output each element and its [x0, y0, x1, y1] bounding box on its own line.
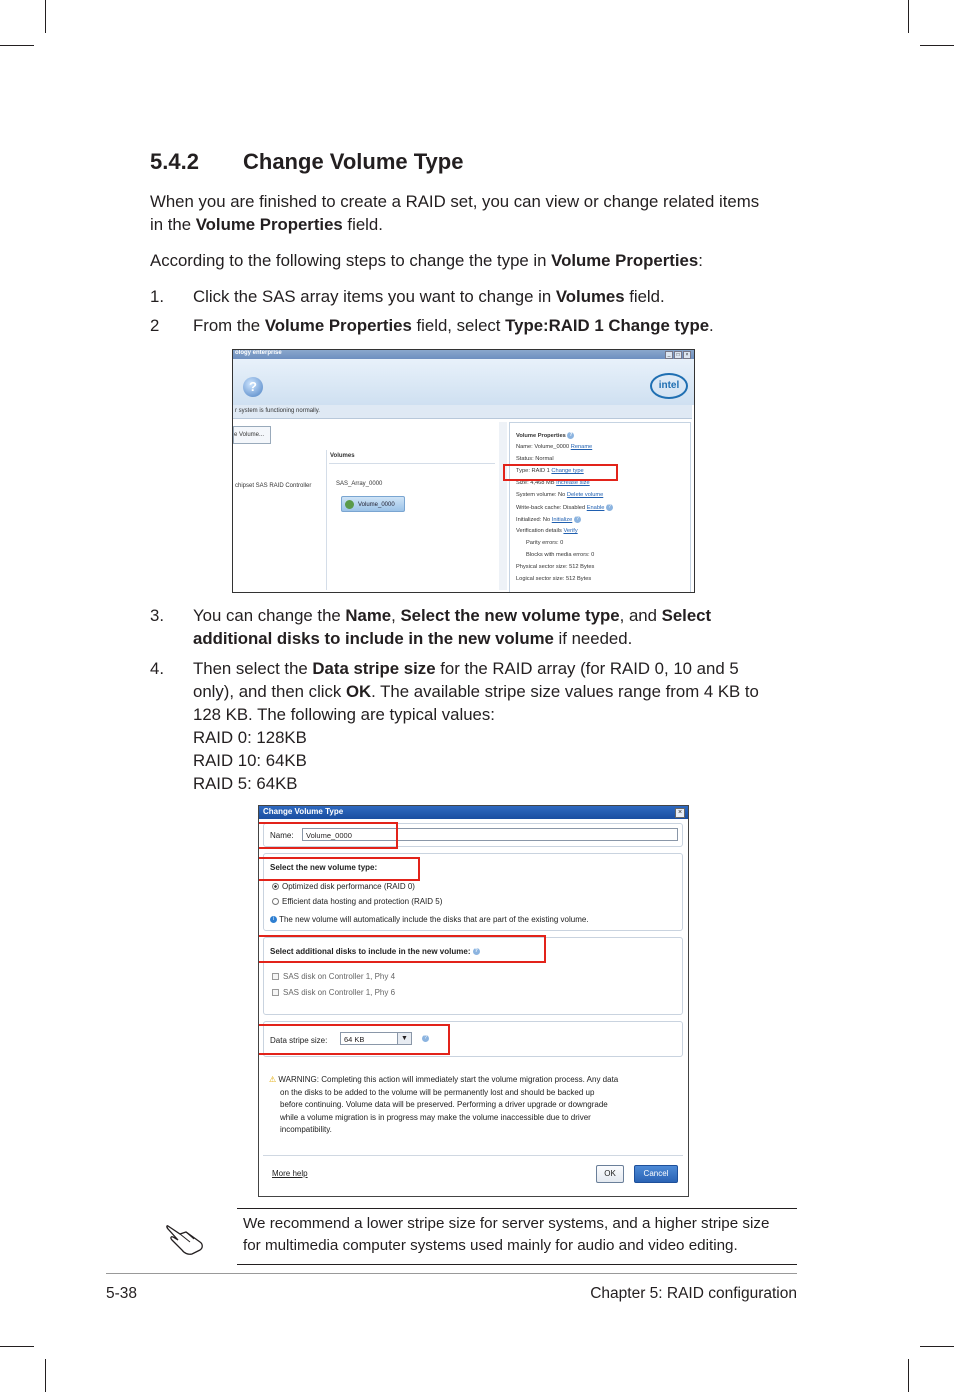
- intro-paragraph-2: [150, 249, 810, 272]
- close-icon[interactable]: ×: [683, 351, 691, 359]
- step-number: 1.: [150, 287, 164, 306]
- note-bottom-rule: [237, 1264, 797, 1265]
- note-hand-icon: [166, 1220, 206, 1256]
- step-number: 4.: [150, 659, 164, 678]
- highlight-box: [503, 464, 618, 481]
- prop-physical-sector: Physical sector size: 512 Bytes: [516, 564, 595, 570]
- text: field.: [342, 215, 383, 234]
- bold-text: Select: [661, 606, 712, 625]
- props-title: [516, 432, 574, 439]
- footer-rule: [106, 1273, 797, 1274]
- close-icon[interactable]: ×: [675, 808, 685, 818]
- step-number: 3.: [150, 606, 164, 625]
- change-volume-type-dialog: [258, 805, 689, 1197]
- highlight-box: [258, 822, 398, 849]
- checkbox[interactable]: [272, 989, 279, 996]
- raid0-value: RAID 0: 128KB: [193, 728, 307, 747]
- crop-mark: [920, 1346, 954, 1347]
- intro-paragraph-1: [150, 190, 810, 236]
- bold-text: Type:RAID 1 Change type: [505, 316, 710, 335]
- prop-name: [516, 444, 592, 450]
- window-controls: [665, 351, 691, 359]
- step-4-text: [193, 657, 813, 795]
- help-icon[interactable]: ?: [574, 516, 581, 523]
- crop-mark: [908, 0, 909, 33]
- text: :: [698, 251, 703, 270]
- controller-label: chipset SAS RAID Controller: [235, 483, 312, 489]
- crop-mark: [908, 1359, 909, 1392]
- dialog-titlebar: [259, 806, 688, 819]
- raid5-option[interactable]: [272, 897, 442, 906]
- intel-logo: intel: [650, 373, 688, 399]
- info-text: [270, 915, 589, 924]
- crop-mark: [920, 45, 954, 46]
- stripe-size-label: Data stripe size:: [270, 1036, 328, 1045]
- crop-mark: [0, 45, 34, 46]
- text: Write-back cache: Disabled: [516, 505, 586, 511]
- note-line: We recommend a lower stripe size for server systems, and a higher stripe size: [243, 1215, 770, 1232]
- text: Volume Properties: [516, 433, 566, 439]
- bold-text: Volume Properties: [195, 215, 343, 234]
- crop-mark: [0, 1346, 34, 1347]
- bold-text: OK: [345, 682, 372, 701]
- help-icon[interactable]: ?: [606, 504, 613, 511]
- text: Verification details: [516, 528, 562, 534]
- prop-write-back: [516, 504, 613, 511]
- step-line: [193, 604, 793, 627]
- help-icon[interactable]: ?: [422, 1035, 429, 1042]
- volumes-header: Volumes: [330, 453, 355, 459]
- step-line: 128 KB. The following are typical values:: [193, 705, 495, 724]
- radio-selected[interactable]: [272, 883, 279, 890]
- section-title: Change Volume Type: [243, 149, 464, 174]
- highlight-box: [258, 857, 420, 881]
- step-line: [193, 627, 793, 650]
- window-titlebar: [233, 350, 694, 359]
- chapter-label: Chapter 5: RAID configuration: [590, 1285, 797, 1302]
- enable-link[interactable]: Enable: [586, 505, 605, 511]
- text: The new volume will automatically include the disks that are part of the existing volume.: [279, 915, 589, 924]
- note-text: [243, 1213, 803, 1257]
- text: Initialized: No: [516, 517, 551, 523]
- cancel-button[interactable]: Cancel: [634, 1165, 678, 1183]
- info-icon: i: [270, 916, 277, 923]
- prop-media-errors: Blocks with media errors: 0: [526, 552, 595, 558]
- help-icon[interactable]: ?: [474, 948, 478, 955]
- bold-text: Volume Properties: [551, 251, 699, 270]
- create-volume-button[interactable]: e Volume...: [233, 426, 271, 444]
- prop-status: Status: Normal: [516, 456, 554, 462]
- rst-main-window-screenshot: [232, 349, 695, 593]
- step-1-text: [193, 285, 793, 308]
- app-header: [233, 359, 694, 405]
- text: System volume: No: [516, 492, 566, 498]
- note-line: for multimedia computer systems used mainly for audio and video editing.: [243, 1237, 738, 1254]
- panel-splitter[interactable]: [499, 422, 507, 590]
- text: Name: Volume_0000: [516, 444, 570, 450]
- highlight-box: [258, 935, 546, 963]
- checkbox[interactable]: [272, 973, 279, 980]
- warning-line: incompatibility.: [280, 1125, 332, 1134]
- text: Type: RAID 1: [516, 468, 550, 474]
- prop-initialized: [516, 516, 581, 523]
- step-number: 2: [150, 316, 160, 335]
- text: Select additional disks to include in the new volume:: [270, 947, 471, 956]
- text: field, select: [411, 316, 506, 335]
- step-3-text: [193, 604, 793, 650]
- step-line: [193, 680, 813, 703]
- text: ,: [391, 606, 401, 625]
- verify-link[interactable]: Verify: [563, 528, 578, 534]
- rename-link[interactable]: Rename: [570, 444, 593, 450]
- warning-icon: ⚠: [269, 1075, 277, 1084]
- warning-text: [269, 1074, 687, 1137]
- note-top-rule: [237, 1208, 797, 1209]
- maximize-icon[interactable]: □: [674, 351, 682, 359]
- divider: [263, 1155, 683, 1156]
- bold-text: Name: [345, 606, 392, 625]
- bold-text: Data stripe size: [312, 659, 436, 678]
- crop-mark: [45, 1359, 46, 1392]
- disk-option[interactable]: [272, 988, 395, 997]
- more-help-link[interactable]: More help: [272, 1169, 308, 1178]
- stripe-size-value: 64 KB: [344, 1035, 365, 1044]
- bold-text: Volumes: [555, 287, 625, 306]
- text: According to the following steps to change the type in: [150, 251, 552, 270]
- page-number: 5-38: [106, 1285, 138, 1302]
- step-2-text: [193, 314, 793, 337]
- text: Size: 4,468 MB: [516, 480, 555, 486]
- divider: [326, 450, 327, 590]
- raid5-value: RAID 5: 64KB: [193, 774, 298, 793]
- help-icon[interactable]: ?: [569, 432, 573, 438]
- increase-size-link[interactable]: Increase size: [556, 480, 590, 486]
- warning-line: while a volume migration is in progress may make the volume inaccessible due to driver: [280, 1112, 591, 1122]
- name-input[interactable]: Volume_0000: [302, 828, 678, 841]
- array-name: SAS_Array_0000: [336, 481, 383, 487]
- window-title: ology enterprise: [235, 350, 282, 356]
- radio[interactable]: [272, 898, 279, 905]
- ok-button[interactable]: OK: [596, 1165, 624, 1183]
- bold-text: Volume Properties: [264, 316, 412, 335]
- step-line: [193, 657, 813, 680]
- warning-line: [269, 1074, 687, 1087]
- text: From the: [193, 316, 265, 335]
- crop-mark: [45, 0, 46, 33]
- name-label: Name:: [270, 831, 294, 840]
- status-bar: r system is functioning normally.: [233, 405, 692, 419]
- volume-type-header: Select the new volume type:: [270, 863, 378, 872]
- delete-volume-link[interactable]: Delete volume: [566, 492, 604, 498]
- text: Optimized disk performance (RAID 0): [282, 882, 415, 891]
- chevron-down-icon[interactable]: ▼: [397, 1033, 411, 1044]
- text: field.: [624, 287, 665, 306]
- prop-parity-errors: Parity errors: 0: [526, 540, 564, 546]
- volume-tile[interactable]: Volume_0000: [341, 496, 405, 512]
- text: Efficient data hosting and protection (RAID 5): [282, 897, 443, 906]
- text: . The available stripe size values range from 4 KB to: [371, 682, 759, 701]
- text: in the: [150, 215, 196, 234]
- warning-line: on the disks to be added to the volume will be permanently lost and should be backed up: [280, 1087, 595, 1097]
- text: .: [709, 316, 714, 335]
- text: SAS disk on Controller 1, Phy 6: [283, 988, 396, 997]
- divider: [329, 463, 495, 464]
- intro-line: [150, 213, 810, 236]
- raid0-option[interactable]: [272, 882, 415, 891]
- text: , and: [619, 606, 662, 625]
- intro-line: When you are finished to create a RAID set, you can view or change related items: [150, 192, 760, 211]
- highlight-box: [258, 1024, 450, 1055]
- text: for the RAID array (for RAID 0, 10 and 5: [435, 659, 739, 678]
- initialize-link[interactable]: Initialize: [551, 517, 573, 523]
- dialog-title: Change Volume Type: [263, 807, 344, 816]
- raid10-value: RAID 10: 64KB: [193, 751, 307, 770]
- text: You can change the: [193, 606, 346, 625]
- prop-system-volume: [516, 492, 603, 498]
- text: WARNING: Completing this action will immediately start the volume migration process. Any data: [278, 1075, 619, 1084]
- text: only), and then click: [193, 682, 346, 701]
- text: Click the SAS array items you want to change in: [193, 287, 556, 306]
- text: if needed.: [553, 629, 633, 648]
- text: SAS disk on Controller 1, Phy 4: [283, 972, 396, 981]
- bold-text: Select the new volume type: [400, 606, 620, 625]
- section-number: 5.4.2: [150, 149, 199, 174]
- warning-line: before continuing. Volume data will be preserved. Performing a driver upgrade or downgrade: [280, 1100, 608, 1109]
- change-type-link[interactable]: Change type: [551, 468, 584, 474]
- volume-properties-panel: [509, 422, 691, 593]
- help-icon[interactable]: ?: [243, 377, 263, 397]
- prop-verification: [516, 528, 578, 534]
- text: Then select the: [193, 659, 313, 678]
- prop-logical-sector: Logical sector size: 512 Bytes: [516, 576, 592, 582]
- disk-option[interactable]: [272, 972, 395, 981]
- bold-text: additional disks to include in the new volume: [193, 629, 554, 648]
- minimize-icon[interactable]: _: [665, 351, 673, 359]
